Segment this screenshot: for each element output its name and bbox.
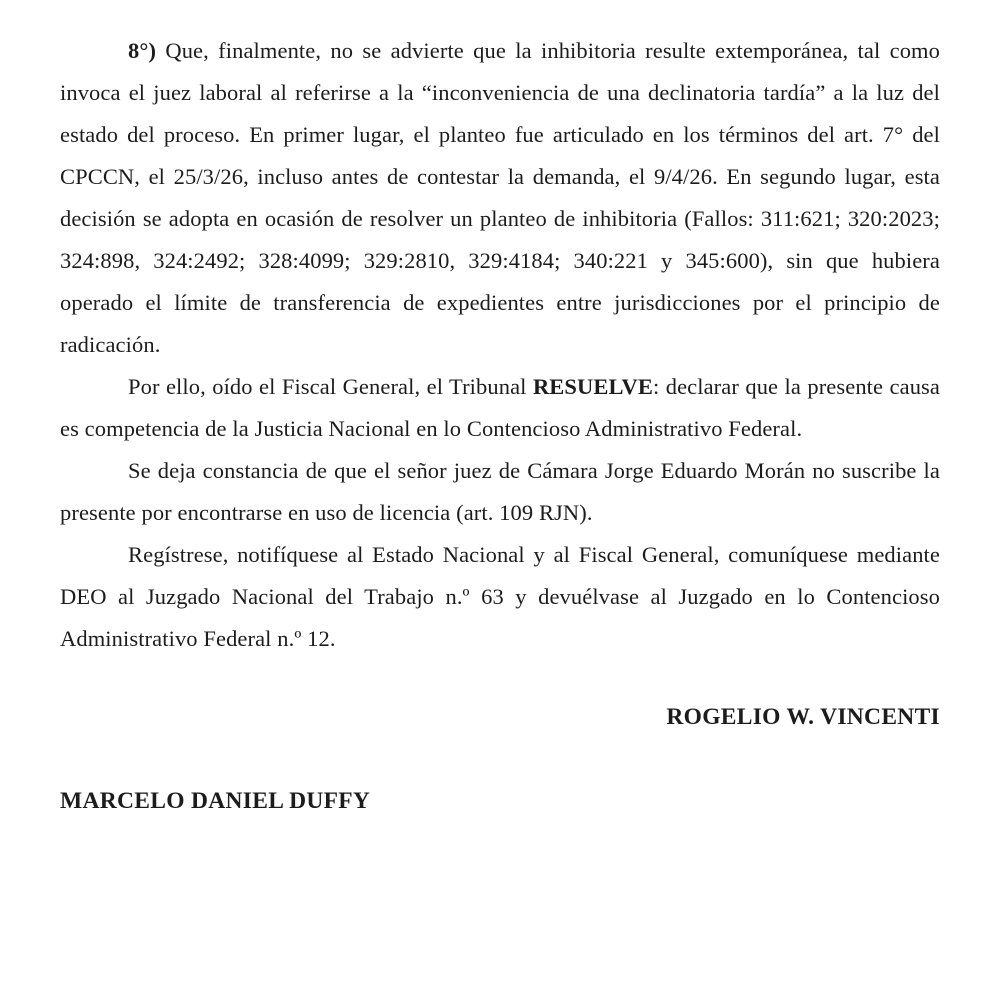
resuelve-keyword: RESUELVE (532, 374, 653, 399)
paragraph-registrese (60, 534, 940, 660)
document-body (60, 30, 940, 818)
paragraph-considerando-8 (60, 30, 940, 366)
paragraph-text: Que, finalmente, no se advierte que la inhibitoria resulte extemporánea, tal como invoca el juez laboral al referirse a la “inconveniencia de una declinatoria tardía” a la luz del estado del proceso. En primer lugar, el planteo fue articulado en los términos del art. 7° del CPCCN, el 25/3/26, incluso antes de contestar la demanda, el 9/4/26. En segundo lugar, esta decisión se adopta en ocasión de resolver un planteo de inhibitoria (Fallos: 311:621; 320:2023; 324:898, 324:2492; 328:4099; 329:2810, 329:4184; 340:221 y 345:600), sin que hubiera operado el límite de transferencia de expedientes entre jurisdicciones por el principio de radicación. (60, 38, 940, 357)
paragraph-resolutivo (60, 366, 940, 450)
paragraph-constancia-licencia (60, 450, 940, 534)
signature-rogelio-vincenti: ROGELIO W. VINCENTI (666, 704, 940, 730)
paragraph-text: Regístrese, notifíquese al Estado Nacional y al Fiscal General, comuníquese mediante DEO al Juzgado Nacional del Trabajo n.º 63 y devuélvase al Juzgado en lo Contencioso Administrativo Federal n.º 12. (60, 542, 940, 651)
signature-marcelo-duffy: MARCELO DANIEL DUFFY (60, 788, 371, 814)
paragraph-text: : declarar que la presente causa es competencia de la Justicia Nacional en lo Contencioso Administrativo Federal. (60, 374, 940, 441)
paragraph-text: Se deja constancia de que el señor juez de Cámara Jorge Eduardo Morán no suscribe la presente por encontrarse en uso de licencia (art. 109 RJN). (60, 458, 940, 525)
paragraph-text: Por ello, oído el Fiscal General, el Tribunal (128, 374, 533, 399)
section-number: 8°) (128, 38, 157, 63)
